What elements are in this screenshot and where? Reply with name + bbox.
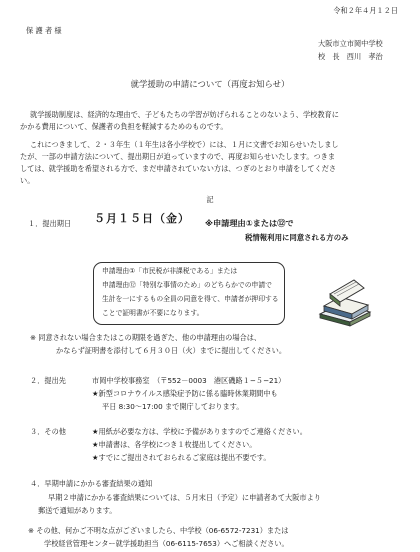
section4-line: 早期２申請にかかる審査結果については、５月末日（予定）に申請者あて大阪市より (48, 493, 321, 502)
reason-note: ※申請理由①または⑫で (205, 218, 294, 228)
box-line: ことで証明書が不要になります。 (102, 309, 204, 317)
section2-line: 平日 8:30～17:00 まで開庁しております。 (102, 402, 244, 411)
box-line: 生計を一にするもの全員の同意を得て、申請者が押印する (102, 295, 279, 303)
section3-label: ３．その他 (30, 427, 66, 436)
section2-label: ２．提出先 (30, 376, 66, 385)
date: 令和２年４月１２日 (333, 6, 398, 15)
ki-mark: 記 (206, 195, 214, 204)
section1-label: １．提出期日 (28, 219, 72, 228)
box-line: 申請理由⑫「特別な事情のため」のどちらかでの申請で (102, 281, 272, 289)
section4-line: 郵送で通知があります。 (38, 506, 117, 515)
intro-line: これにつきまして、２・３年生（１年生は各小学校で）には、１月に文書でお知らせいたしまし (30, 140, 339, 149)
intro-line: たが、一部の申請方法について、提出期日が迫っていますので、再度お知らせいたします。つきま (20, 152, 336, 161)
section3-line: ★すでにご提出されておられるご家庭は提出不要です。 (92, 453, 271, 462)
section2-line: ★新型コロナウイルス感染症予防に係る臨時休業期間中も (92, 389, 278, 398)
intro-line: 就学援助制度は、経済的な理由で、子どもたちの学習が妨げられることのないよう、学校教育に (30, 110, 339, 119)
reason-note-2: 税情報利用に同意される方のみ (245, 233, 349, 242)
note-line: かならず証明書を添付して６月３０日（火）までに提出してください。 (56, 346, 287, 355)
principal-name: 校 長 西川 孝治 (318, 52, 383, 61)
contact-line: ※ その他、何かご不明な点がございましたら、中学校（06-6572-7231）または (28, 526, 289, 535)
book-stack-icon (316, 276, 372, 328)
page-title: 就学援助の申請について（再度お知らせ） (130, 79, 290, 89)
intro-line: しては、就学援助を希望される方で、まだ申請されていない方は、つぎのとおり申請をしてくださ (20, 164, 337, 173)
deadline: ５月１５日（金） (94, 212, 190, 225)
box-line: 申請理由①「市民税が非課税である」または (102, 267, 238, 275)
info-box (93, 262, 285, 325)
note-line: ※ 同意されない場合またはこの期限を過ぎた、他の申請理由の場合は、 (30, 333, 262, 342)
submit-place: 市岡中学校事務室 （〒552－0003 港区磯路１−５−21） (92, 376, 286, 385)
school-name: 大阪市立市岡中学校 (318, 39, 383, 48)
contact-line: 学校経営管理センター就学援助担当（06-6115-7653）へご相談ください。 (44, 539, 289, 548)
section3-line: ★申請書は、各学校につき１枚提出してください。 (92, 440, 257, 449)
section3-line: ★用紙が必要な方は、学校に予備がありますのでご連絡ください。 (92, 427, 307, 436)
recipient: 保 護 者 様 (26, 26, 62, 35)
intro-line: かかる費用について、保護者の負担を軽減するためのものです。 (20, 122, 228, 131)
intro-line: い。 (20, 176, 35, 185)
section4-label: ４．早期申請にかかる審査結果の通知 (30, 479, 153, 488)
